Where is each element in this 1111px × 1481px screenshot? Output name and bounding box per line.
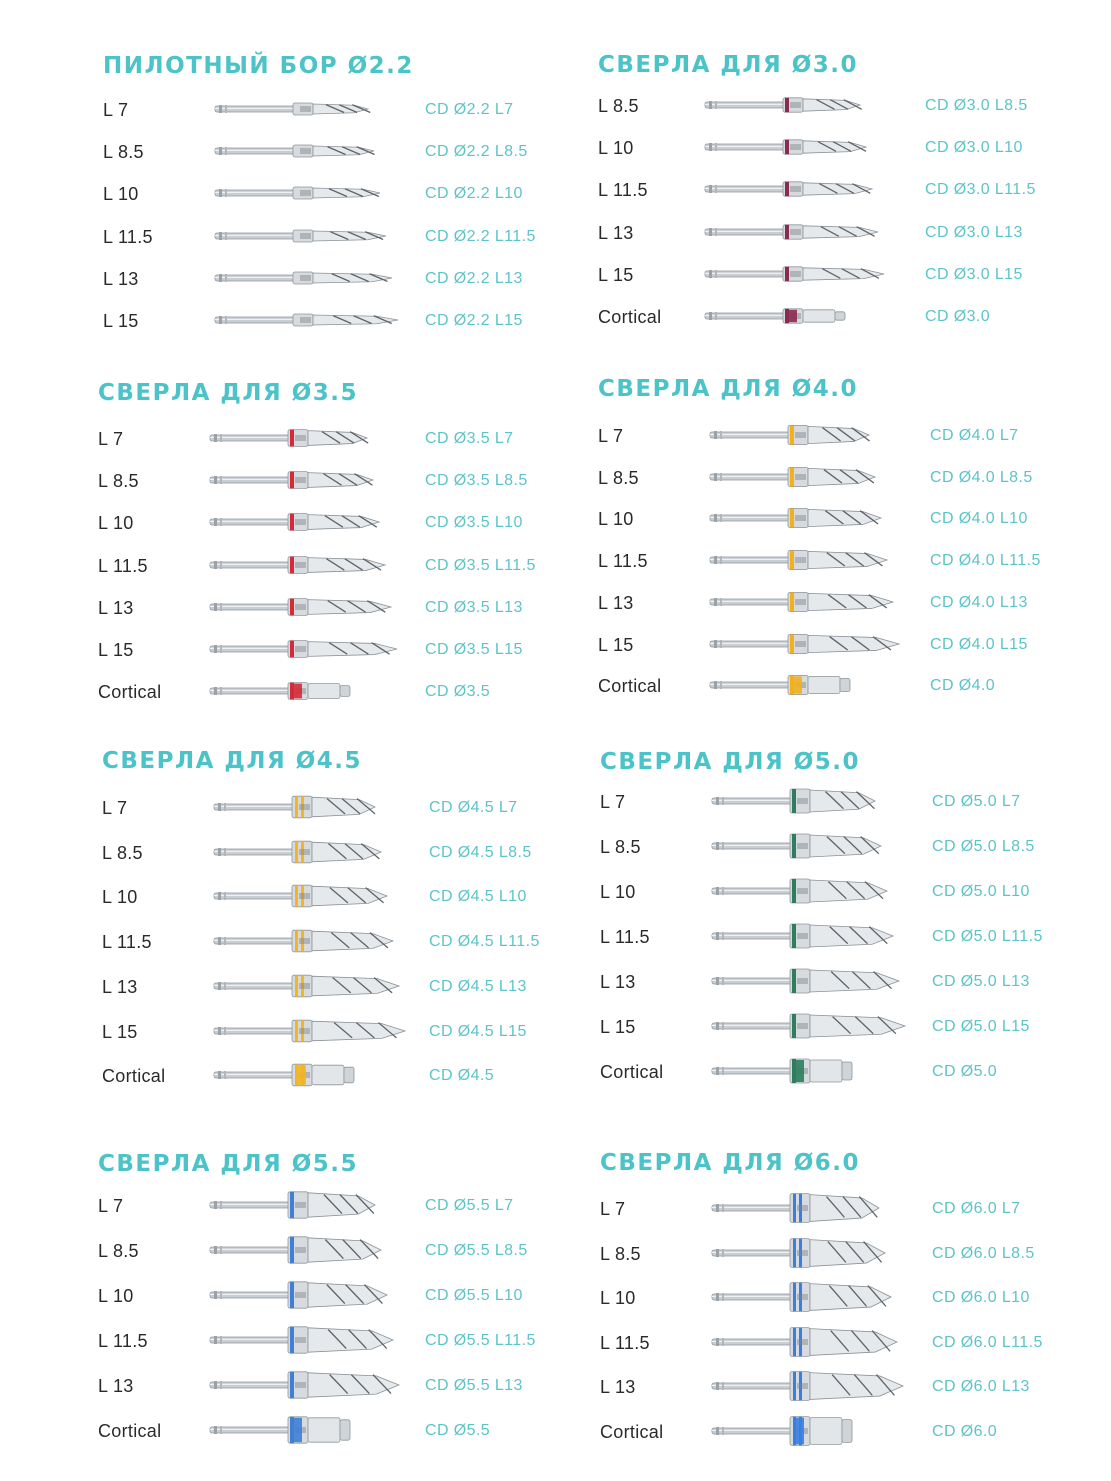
drill-length-label: Cortical xyxy=(98,682,162,703)
drill-row xyxy=(598,301,1078,337)
drill-row xyxy=(103,178,583,214)
drill-row xyxy=(98,1280,578,1316)
product-code: CD Ø6.0 L10 xyxy=(932,1289,1030,1306)
drill-row xyxy=(600,831,1080,867)
drill-image xyxy=(710,921,910,956)
product-code: CD Ø4.5 L13 xyxy=(429,977,527,995)
drill-image xyxy=(208,676,408,711)
product-code: CD Ø3.5 L11.5 xyxy=(425,556,536,574)
drill-row xyxy=(598,670,1078,706)
drill-row xyxy=(98,1325,578,1361)
drill-row xyxy=(600,1056,1080,1092)
drill-length-label: L 11.5 xyxy=(98,1331,148,1351)
drill-length-label: L 11.5 xyxy=(103,226,153,247)
drill-row xyxy=(600,921,1080,957)
product-code: CD Ø5.0 L13 xyxy=(932,973,1030,990)
drill-row xyxy=(98,676,578,712)
drill-image xyxy=(710,1056,910,1091)
product-code: CD Ø3.0 L11.5 xyxy=(925,181,1036,199)
drill-length-label: L 8.5 xyxy=(102,842,143,863)
drill-row xyxy=(103,221,583,257)
product-code: CD Ø4.5 L11.5 xyxy=(429,933,540,951)
product-code: CD Ø2.2 L8.5 xyxy=(425,143,528,161)
drill-row xyxy=(600,1416,1080,1452)
drill-image xyxy=(212,881,417,916)
drill-image xyxy=(708,587,913,622)
drill-image xyxy=(708,629,913,664)
product-code: CD Ø6.0 L13 xyxy=(932,1378,1030,1395)
drill-length-label: L 10 xyxy=(98,513,134,534)
drill-length-label: L 13 xyxy=(600,972,636,992)
drill-image xyxy=(212,1060,417,1095)
product-code: CD Ø5.0 L15 xyxy=(932,1018,1030,1035)
product-code: CD Ø3.5 L7 xyxy=(425,430,514,447)
drill-length-label: L 7 xyxy=(98,1196,124,1216)
drill-image xyxy=(710,831,910,866)
drill-row xyxy=(598,587,1078,623)
drill-length-label: L 11.5 xyxy=(598,551,648,572)
drill-row xyxy=(98,1370,578,1406)
product-code: CD Ø5.0 L7 xyxy=(932,793,1021,810)
product-code: CD Ø4.5 L10 xyxy=(429,888,527,906)
product-code: CD Ø2.2 L7 xyxy=(425,101,514,118)
drill-image xyxy=(703,301,893,336)
drill-row xyxy=(598,259,1078,295)
drill-length-label: L 10 xyxy=(598,138,634,159)
drill-length-label: L 11.5 xyxy=(102,932,152,953)
drill-length-label: Cortical xyxy=(600,1062,664,1082)
drill-length-label: L 8.5 xyxy=(598,467,639,488)
product-code: CD Ø3.5 L15 xyxy=(425,641,523,658)
drill-row xyxy=(102,837,582,873)
drill-image xyxy=(710,1193,910,1228)
drill-image xyxy=(213,221,403,256)
drill-image xyxy=(710,1416,910,1451)
product-code: CD Ø6.0 xyxy=(932,1422,998,1440)
drill-length-label: L 7 xyxy=(103,100,129,120)
drill-row xyxy=(98,1190,578,1226)
product-code: CD Ø4.5 L8.5 xyxy=(429,843,532,861)
drill-row xyxy=(102,1060,582,1096)
section-title: СВЕРЛА ДЛЯ Ø5.5 xyxy=(98,1151,358,1177)
drill-image xyxy=(710,786,910,821)
drill-length-label: L 7 xyxy=(98,429,124,449)
drill-length-label: L 13 xyxy=(598,222,634,243)
drill-row xyxy=(600,966,1080,1002)
drill-length-label: L 8.5 xyxy=(98,1241,139,1261)
drill-row xyxy=(102,881,582,917)
drill-image xyxy=(208,423,408,458)
drill-image xyxy=(708,420,913,455)
drill-image xyxy=(708,545,913,580)
drill-image xyxy=(710,1238,910,1273)
drill-length-label: L 11.5 xyxy=(600,927,650,947)
drill-image xyxy=(710,1371,910,1406)
drill-image xyxy=(708,503,913,538)
drill-image xyxy=(213,263,403,298)
drill-row xyxy=(598,503,1078,539)
drill-image xyxy=(708,462,913,497)
product-code: CD Ø3.5 L10 xyxy=(425,514,523,532)
drill-length-label: L 15 xyxy=(102,1021,138,1042)
drill-row xyxy=(102,971,582,1007)
drill-row xyxy=(600,876,1080,912)
product-code: CD Ø5.5 L11.5 xyxy=(425,1332,536,1349)
product-code: CD Ø4.0 L7 xyxy=(930,427,1019,444)
drill-length-label: Cortical xyxy=(598,307,662,327)
section-title: ПИЛОТНЫЙ БОР Ø2.2 xyxy=(103,53,414,79)
product-code: CD Ø3.0 L8.5 xyxy=(925,97,1028,114)
drill-image xyxy=(710,1011,910,1046)
product-code: CD Ø3.5 L8.5 xyxy=(425,472,528,490)
drill-length-label: L 10 xyxy=(600,1288,636,1308)
section-title: СВЕРЛА ДЛЯ Ø6.0 xyxy=(600,1150,860,1176)
drill-row xyxy=(98,1235,578,1271)
drill-length-label: L 15 xyxy=(98,640,134,660)
drill-image xyxy=(213,178,403,213)
drill-row xyxy=(98,465,578,501)
product-code: CD Ø5.0 L8.5 xyxy=(932,838,1035,855)
drill-length-label: Cortical xyxy=(102,1066,166,1087)
product-code: CD Ø3.0 xyxy=(925,308,991,325)
product-code: CD Ø4.0 L11.5 xyxy=(930,552,1041,570)
drill-length-label: L 7 xyxy=(600,1199,626,1219)
drill-row xyxy=(598,217,1078,253)
drill-row xyxy=(103,94,583,130)
product-code: CD Ø3.0 L13 xyxy=(925,223,1023,241)
product-code: CD Ø4.0 L15 xyxy=(930,635,1028,653)
product-code: CD Ø5.5 xyxy=(425,1422,491,1439)
drill-image xyxy=(213,136,403,171)
product-code: CD Ø3.5 L13 xyxy=(425,598,523,616)
drill-row xyxy=(600,1371,1080,1407)
product-code: CD Ø6.0 L11.5 xyxy=(932,1333,1043,1351)
drill-image xyxy=(703,259,893,294)
drill-image xyxy=(708,670,913,705)
drill-row xyxy=(103,305,583,341)
drill-length-label: L 11.5 xyxy=(600,1332,650,1353)
drill-row xyxy=(102,792,582,828)
drill-image xyxy=(703,217,893,252)
drill-row xyxy=(600,1327,1080,1363)
drill-image xyxy=(710,1282,910,1317)
drill-image xyxy=(213,305,403,340)
drill-image xyxy=(710,876,910,911)
drill-image xyxy=(208,1370,403,1405)
product-code: CD Ø2.2 L10 xyxy=(425,185,523,203)
drill-length-label: L 13 xyxy=(598,592,634,613)
drill-length-label: Cortical xyxy=(98,1421,162,1441)
product-code: CD Ø4.0 xyxy=(930,677,996,695)
drill-length-label: L 15 xyxy=(600,1017,636,1037)
product-code: CD Ø4.0 L8.5 xyxy=(930,468,1033,486)
drill-image xyxy=(212,1016,417,1051)
drill-image xyxy=(208,507,408,542)
product-code: CD Ø3.0 L15 xyxy=(925,265,1023,283)
drill-image xyxy=(710,966,910,1001)
drill-image xyxy=(213,94,403,129)
drill-row xyxy=(600,1238,1080,1274)
drill-length-label: L 13 xyxy=(103,268,139,289)
product-code: CD Ø2.2 L13 xyxy=(425,269,523,287)
drill-length-label: Cortical xyxy=(600,1421,664,1442)
drill-length-label: Cortical xyxy=(598,676,662,697)
product-code: CD Ø4.5 xyxy=(429,1067,495,1085)
drill-row xyxy=(600,1193,1080,1229)
drill-row xyxy=(600,1282,1080,1318)
drill-row xyxy=(103,136,583,172)
drill-row xyxy=(598,629,1078,665)
drill-row xyxy=(103,263,583,299)
drill-row xyxy=(598,462,1078,498)
drill-length-label: L 8.5 xyxy=(103,142,144,163)
product-code: CD Ø6.0 L7 xyxy=(932,1200,1021,1217)
drill-length-label: L 10 xyxy=(103,184,139,205)
drill-length-label: L 8.5 xyxy=(600,837,641,857)
drill-length-label: L 7 xyxy=(598,426,624,446)
drill-image xyxy=(208,1415,403,1450)
product-code: CD Ø5.5 L7 xyxy=(425,1197,514,1214)
drill-image xyxy=(703,132,893,167)
section-title: СВЕРЛА ДЛЯ Ø3.5 xyxy=(98,380,358,406)
section-title: СВЕРЛА ДЛЯ Ø4.5 xyxy=(102,748,362,774)
drill-image xyxy=(208,1190,403,1225)
drill-image xyxy=(208,592,408,627)
drill-image xyxy=(208,1235,403,1270)
product-code: CD Ø2.2 L15 xyxy=(425,312,523,329)
drill-row xyxy=(600,1011,1080,1047)
product-code: CD Ø3.5 xyxy=(425,683,491,701)
drill-length-label: L 13 xyxy=(600,1377,636,1397)
drill-length-label: L 7 xyxy=(600,792,626,812)
drill-row xyxy=(598,132,1078,168)
drill-image xyxy=(212,971,417,1006)
drill-image xyxy=(212,926,417,961)
section-title: СВЕРЛА ДЛЯ Ø3.0 xyxy=(598,52,858,78)
drill-length-label: L 10 xyxy=(600,882,636,902)
drill-row xyxy=(98,423,578,459)
product-code: CD Ø5.5 L13 xyxy=(425,1377,523,1394)
drill-image xyxy=(208,550,408,585)
product-code: CD Ø5.5 L10 xyxy=(425,1287,523,1304)
drill-length-label: L 13 xyxy=(98,597,134,618)
section-title: СВЕРЛА ДЛЯ Ø5.0 xyxy=(600,749,860,775)
drill-image xyxy=(703,90,893,125)
drill-image xyxy=(212,792,417,827)
product-code: CD Ø5.5 L8.5 xyxy=(425,1242,528,1259)
drill-image xyxy=(208,634,408,669)
product-code: CD Ø4.0 L13 xyxy=(930,593,1028,611)
drill-image xyxy=(703,174,893,209)
drill-length-label: L 11.5 xyxy=(98,555,148,576)
product-code: CD Ø5.0 L10 xyxy=(932,883,1030,900)
drill-length-label: L 8.5 xyxy=(98,471,139,492)
drill-image xyxy=(710,1327,910,1362)
drill-image xyxy=(208,465,408,500)
drill-row xyxy=(98,592,578,628)
product-code: CD Ø5.0 L11.5 xyxy=(932,928,1043,945)
drill-row xyxy=(600,786,1080,822)
drill-length-label: L 7 xyxy=(102,798,128,818)
drill-row xyxy=(598,90,1078,126)
drill-length-label: L 10 xyxy=(598,509,634,530)
drill-image xyxy=(208,1325,403,1360)
drill-row xyxy=(102,1016,582,1052)
drill-length-label: L 13 xyxy=(102,976,138,997)
product-code: CD Ø6.0 L8.5 xyxy=(932,1244,1035,1262)
drill-row xyxy=(598,420,1078,456)
drill-row xyxy=(98,1415,578,1451)
drill-length-label: L 15 xyxy=(598,264,634,285)
product-code: CD Ø3.0 L10 xyxy=(925,139,1023,157)
drill-length-label: L 8.5 xyxy=(598,96,639,116)
product-code: CD Ø4.5 L15 xyxy=(429,1022,527,1040)
drill-image xyxy=(212,837,417,872)
drill-image xyxy=(208,1280,403,1315)
drill-row xyxy=(102,926,582,962)
drill-row xyxy=(98,634,578,670)
drill-length-label: L 13 xyxy=(98,1376,134,1396)
product-code: CD Ø2.2 L11.5 xyxy=(425,227,536,245)
drill-row xyxy=(98,507,578,543)
drill-length-label: L 8.5 xyxy=(600,1243,641,1264)
drill-length-label: L 10 xyxy=(98,1286,134,1306)
drill-length-label: L 15 xyxy=(103,311,139,331)
section-title: СВЕРЛА ДЛЯ Ø4.0 xyxy=(598,376,858,402)
product-code: CD Ø4.5 L7 xyxy=(429,799,518,816)
drill-length-label: L 11.5 xyxy=(598,180,648,201)
drill-row xyxy=(98,550,578,586)
drill-row xyxy=(598,174,1078,210)
product-code: CD Ø4.0 L10 xyxy=(930,510,1028,528)
product-code: CD Ø5.0 xyxy=(932,1063,998,1080)
drill-length-label: L 15 xyxy=(598,634,634,655)
drill-length-label: L 10 xyxy=(102,887,138,908)
drill-row xyxy=(598,545,1078,581)
